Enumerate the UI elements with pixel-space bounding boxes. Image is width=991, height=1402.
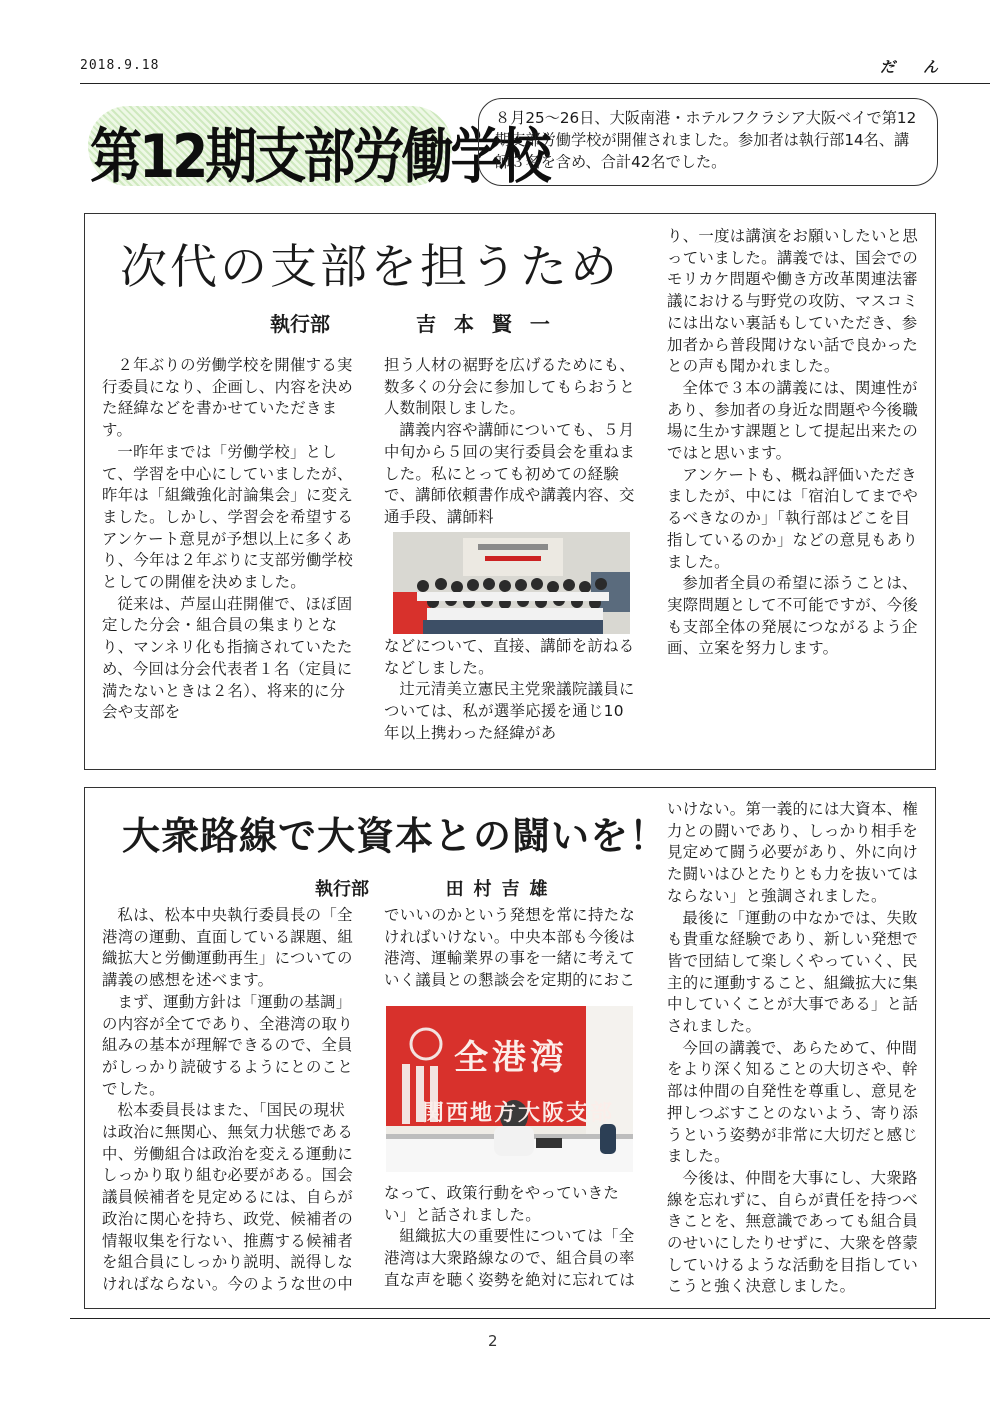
article1-col3: [667, 226, 921, 660]
lead-box: ８月25～26日、大阪南港・ホテルフクラシア大阪ベイで第12期支部労働学校が開催されました。参加者は執行部14名、講師３名を含め、合計42名でした。: [478, 98, 938, 186]
article2-col2-top: [384, 905, 638, 992]
article1-byline: [270, 308, 568, 337]
article2-col2-bottom: [384, 1183, 638, 1292]
paragraph: などについて、直接、講師を訪ねるなどしました。: [384, 637, 635, 677]
paragraph: 松本委員長はまた、「国民の現状は政治に無関心、無気力状態である中、労働組合は政治を変える運動にしっかり取り組む必要がある。国会議員候補者を見定めるには、自らが政治に関心を持ち、政党、候補者の情報収集を行ない、推薦する候補者を組合員にしっかり説明、説得しなければならない。今のような世の中: [102, 1101, 354, 1293]
article2-col1: [102, 905, 356, 1296]
header-rule: [80, 83, 990, 84]
paragraph: まず、運動方針は「運動の基調」の内容が全てであり、全港湾の取り組みの基本が理解できるので、全員がしっかり読破するようにとのことでした。: [102, 992, 354, 1098]
footer-rule: [70, 1318, 990, 1319]
photo-banner-text: 全港湾: [454, 1038, 568, 1078]
paragraph: 組織拡大の重要性については「全港湾は大衆路線なので、組合員の率直な声を聴く姿勢を絶対に忘れては: [384, 1227, 636, 1289]
paragraph: 今回の講義で、あらためて、仲間をより深く知ることの大切さや、幹部は仲間の自発性を尊重し、意見を押しつぶすことのないよう、寄り添うという姿勢が非常に大切だと感じました。: [667, 1038, 919, 1166]
lecture-photo: [386, 1006, 633, 1172]
article1-col1: [102, 355, 356, 724]
article2-col3: [667, 799, 921, 1298]
headline-block: [82, 100, 549, 192]
paragraph: 全体で３本の講義には、関連性があり、参加者の身近な問題や今後職場に生かす課題として提起出来たのではと思います。: [667, 378, 919, 463]
paper-name: だん: [880, 58, 967, 76]
paragraph: 私は、松本中央執行委員長の「全港湾の運動、直面している課題、組織拡大と労働運動再生」についての講義の感想を述べます。: [102, 906, 354, 990]
paragraph: 辻元清美立憲民主党衆議院議員については、私が選挙応援を通じ10年以上携わった経緯があ: [384, 680, 635, 742]
article2-author-role: 執行部: [315, 879, 369, 900]
article1-col2-bottom: [384, 636, 638, 745]
paragraph: 一昨年までは「労働学校」として、学習を中心にしていましたが、昨年は「組織強化討論集会」に変えました。しかし、学習会を希望するアンケート意見が予想以上に多くあり、今年は２年ぶりに支部労働学校としての開催を決めました。: [102, 442, 354, 592]
page-number: 2: [488, 1332, 498, 1350]
paragraph: 今後は、仲間を大事にし、大衆路線を忘れずに、自らが責任を持つべきことを、無意識であっても組合員のせいにしたりせずに、大衆を啓蒙していけるような活動を目指していこうと強く決意しました。: [667, 1168, 919, 1296]
article1-author-role: 執行部: [270, 312, 330, 336]
issue-date: 2018.9.18: [80, 58, 160, 73]
article2-byline: [315, 875, 558, 901]
article1-author-name: 吉本賢一: [415, 312, 568, 336]
paragraph: なって、政策行動をやっていきたい」と話されました。: [384, 1184, 620, 1224]
paragraph: でいいのかという発想を常に持たなければいけない。中央本部も今後は港湾、運輸業界の事を一緒に考えていく議員との懇談会を定期的におこ: [384, 906, 636, 990]
article2-author-name: 田村吉雄: [445, 879, 558, 900]
article1-title: 次代の支部を担うため: [120, 240, 620, 295]
paragraph: ２年ぶりの労働学校を開催する実行委員になり、企画し、内容を決めた経緯などを書かせていただきます。: [102, 356, 354, 440]
article1-col2-top: [384, 355, 638, 529]
paragraph: 最後に「運動の中なかでは、失敗も貴重な経験であり、新しい発想で皆で団結して楽しくやっていく、民主的に運動すること、組織拡大に集中していくことが大事である」と話されました。: [667, 908, 919, 1036]
paragraph: り、一度は講演をお願いしたいと思っていました。講義では、国会でのモリカケ問題や働き方改革関連法審議における与野党の攻防、マスコミには出ない裏話もしていただき、参加者から普段聞けない話で良かったとの声も聞かれました。: [667, 227, 919, 376]
photo-banner-subtext: 関西地方大阪支部: [422, 1100, 615, 1126]
paragraph: 従来は、芦屋山荘開催で、ほぼ固定した分会・組合員の集まりとなり、マンネリ化も指摘されていたため、今回は分会代表者１名（定員に満たないときは２名）、将来的に分会や支部を: [102, 594, 353, 722]
paragraph: 講義内容や講師についても、５月中旬から５回の実行委員会を重ねました。私にとっても初めての経験で、講師依頼書作成や講義内容、交通手段、講師料: [384, 421, 636, 526]
paragraph: アンケートも、概ね評価いただきましたが、中には「宿泊してまでやるべきなのか」「執行部はどこを目指しているのか」などの意見もありました。: [667, 465, 919, 571]
headline-title: 第12期支部労働学校: [90, 122, 549, 192]
group-photo-image: [393, 532, 630, 634]
paragraph: 担う人材の裾野を広げるためにも、数多くの分会に参加してもらおうと人数制限しました。: [384, 356, 636, 418]
article2-title: 大衆路線で大資本との闘いを！: [122, 814, 669, 858]
paragraph: 参加者全員の希望に添うことは、実際問題として不可能ですが、今後も支部全体の発展につながるよう企画、立案を努力します。: [667, 574, 919, 658]
group-photo: [393, 532, 630, 634]
paragraph: いけない。第一義的には大資本、権力との闘いであり、しっかり相手を見定めて闘う必要があり、外に向けた闘いはひとたりとも力を抜いてはならない」と強調されました。: [667, 800, 919, 905]
